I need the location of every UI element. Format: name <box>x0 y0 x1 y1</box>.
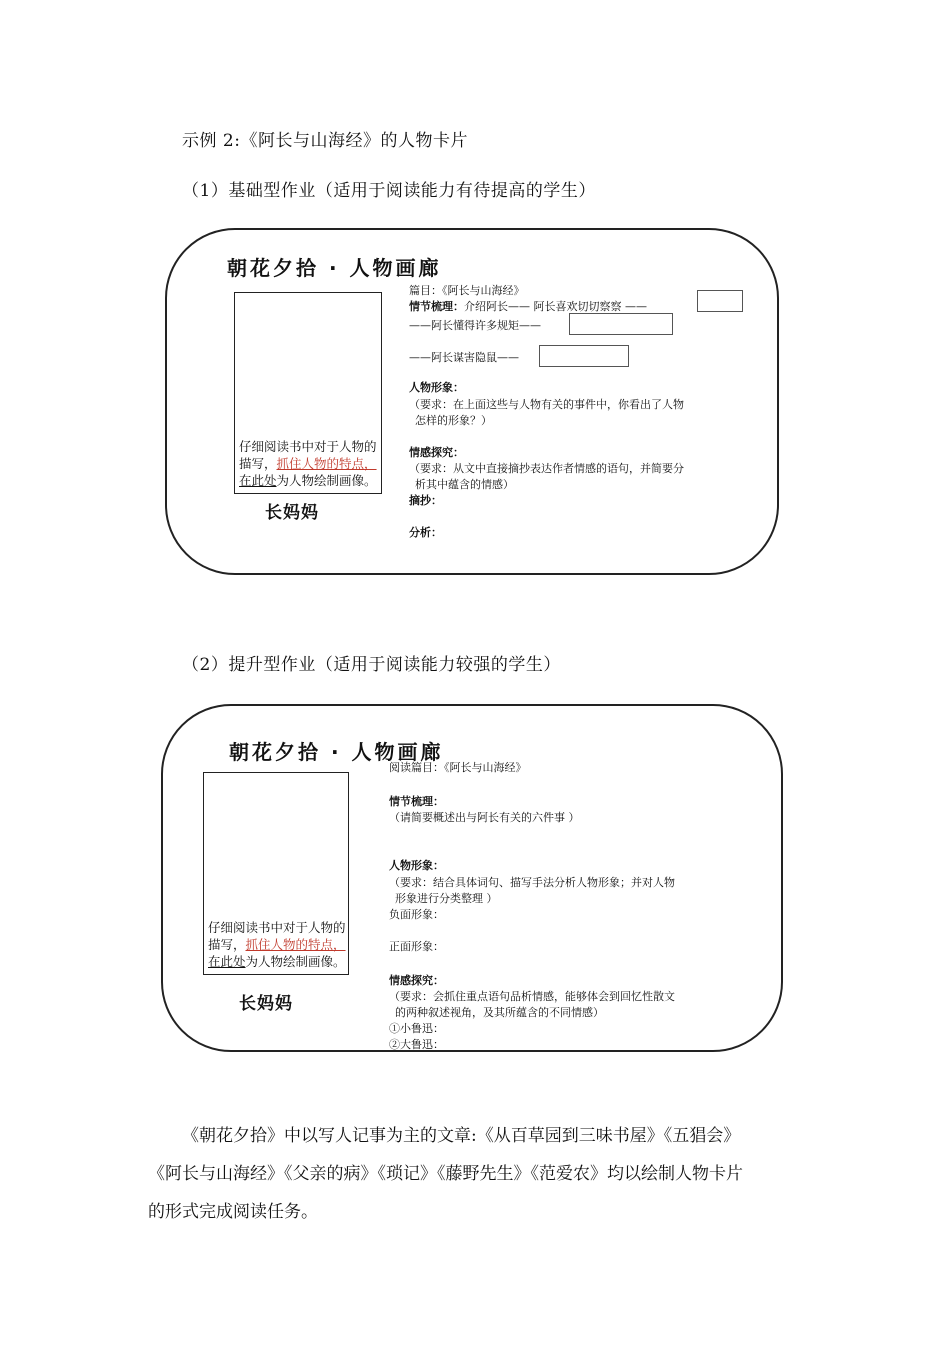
analysis-label: 分析： <box>409 526 442 539</box>
portrait-instruction: 仔细阅读书中对于人物的描写，抓住人物的特点，在此处为人物绘制画像。 <box>239 439 377 488</box>
image-label: 人物形象： <box>389 859 444 872</box>
portrait-box[interactable] <box>203 772 349 975</box>
portrait-instruction: 仔细阅读书中对于人物的描写，抓住人物的特点，在此处为人物绘制画像。 <box>208 920 346 969</box>
card-title: 朝花夕拾 · 人物画廊 <box>229 740 444 764</box>
emotion-requirement-1: （要求：从文中直接摘抄表达作者情感的语句，并简要分 <box>409 462 684 475</box>
card-title: 朝花夕拾 · 人物画廊 <box>227 256 442 280</box>
emotion-requirement-2: 析其中蕴含的情感） <box>415 478 514 491</box>
image-requirement-1: （要求：在上面这些与人物有关的事件中，你看出了人物 <box>409 398 684 411</box>
character-card-basic <box>165 228 779 575</box>
plot-line-3: ——阿长谋害隐鼠—— <box>409 351 519 364</box>
image-requirement-2: 形象进行分类整理 ） <box>395 892 498 905</box>
image-requirement-2: 怎样的形象？） <box>415 414 492 427</box>
example-heading: 示例 2:《阿长与山海经》的人物卡片 <box>182 131 468 151</box>
character-card-advanced <box>161 704 783 1052</box>
plot-answer-box-1[interactable] <box>697 290 743 312</box>
paragraph-line-3: 的形式完成阅读任务。 <box>148 1202 318 1222</box>
plot-answer-box-3[interactable] <box>539 345 629 367</box>
character-name: 长妈妈 <box>239 994 293 1014</box>
plot-answer-box-2[interactable] <box>569 313 673 335</box>
emotion-label: 情感探究： <box>409 446 464 459</box>
negative-image: 负面形象： <box>389 908 444 921</box>
portrait-box[interactable] <box>234 292 382 494</box>
character-name: 长妈妈 <box>265 503 319 523</box>
adult-luxun: ②大鲁迅： <box>389 1038 444 1051</box>
plot-requirement: （请简要概述出与阿长有关的六件事 ） <box>389 811 580 824</box>
paragraph-line-2: 《阿长与山海经》《父亲的病》《琐记》《藤野先生》《范爱农》均以绘制人物卡片 <box>148 1164 743 1184</box>
plot-line-1: 情节梳理：介绍阿长—— 阿长喜欢切切察察 —— <box>409 300 647 313</box>
emotion-requirement-1: （要求：会抓住重点语句品析情感，能够体会到回忆性散文 <box>389 990 675 1003</box>
emotion-label: 情感探究： <box>389 974 444 987</box>
section1-label: （1）基础型作业（适用于阅读能力有待提高的学生） <box>182 181 596 201</box>
positive-image: 正面形象： <box>389 940 444 953</box>
image-requirement-1: （要求：结合具体词句、描写手法分析人物形象；并对人物 <box>389 876 675 889</box>
plot-line-2: ——阿长懂得许多规矩—— <box>409 319 541 332</box>
plot-label: 情节梳理： <box>389 795 444 808</box>
image-label: 人物形象： <box>409 381 464 394</box>
paragraph-line-1: 《朝花夕拾》中以写人记事为主的文章:《从百草园到三味书屋》《五猖会》 <box>182 1126 741 1146</box>
chapter-line: 篇目：《阿长与山海经》 <box>409 284 525 297</box>
chapter-line: 阅读篇目：《阿长与山海经》 <box>389 761 527 774</box>
excerpt-label: 摘抄： <box>409 494 442 507</box>
young-luxun: ①小鲁迅： <box>389 1022 444 1035</box>
emotion-requirement-2: 的两种叙述视角，及其所蕴含的不同情感） <box>395 1006 604 1019</box>
section2-label: （2）提升型作业（适用于阅读能力较强的学生） <box>182 655 561 675</box>
